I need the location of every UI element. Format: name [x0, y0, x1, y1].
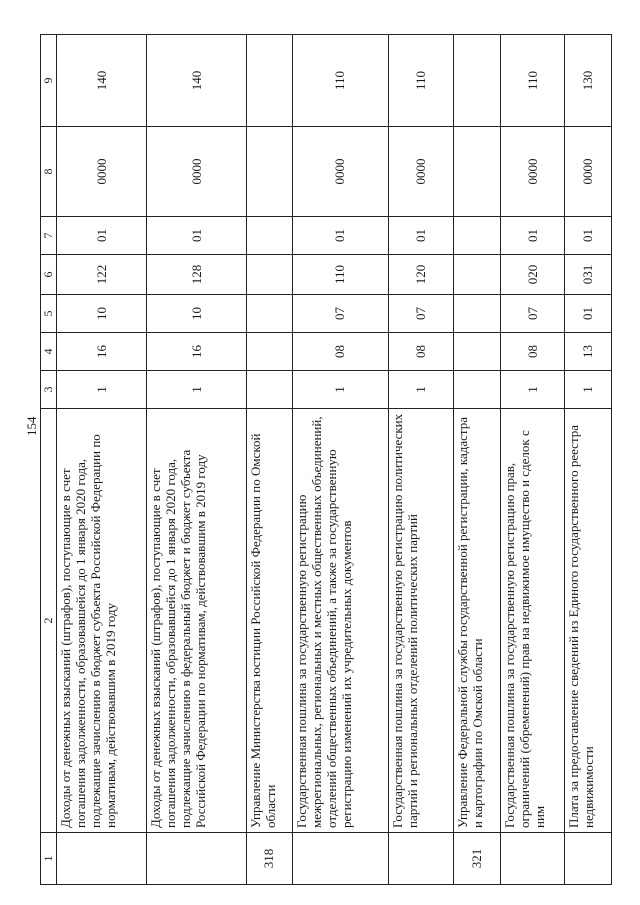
- code-cell: 1: [147, 371, 247, 409]
- header-cell: 2: [41, 409, 57, 833]
- revenue-codes-table: [40, 34, 612, 885]
- code-cell: [247, 333, 292, 371]
- code-cell: 0000: [501, 127, 564, 217]
- code-cell: 110: [388, 35, 454, 127]
- code-cell: 08: [292, 333, 388, 371]
- header-cell: 6: [41, 255, 57, 295]
- code-cell: 140: [147, 35, 247, 127]
- admin-code-cell: [147, 833, 247, 885]
- header-row: [41, 35, 57, 885]
- code-cell: 01: [292, 217, 388, 255]
- code-cell: 1: [388, 371, 454, 409]
- header-cell: 5: [41, 295, 57, 333]
- description-cell: Государственная пошлина за государственную регистрацию прав, ограничений (обременений) прав на недвижимое имущество и сделок с ним: [501, 409, 564, 833]
- admin-code-cell: [388, 833, 454, 885]
- code-cell: 01: [388, 217, 454, 255]
- code-cell: 16: [57, 333, 147, 371]
- code-cell: 1: [57, 371, 147, 409]
- admin-code-cell: 318: [247, 833, 292, 885]
- page-number: 154: [24, 416, 39, 436]
- code-cell: 0000: [147, 127, 247, 217]
- code-cell: [247, 127, 292, 217]
- table-row: [247, 35, 292, 885]
- code-cell: 110: [501, 35, 564, 127]
- table-row: [454, 35, 501, 885]
- code-cell: [454, 127, 501, 217]
- code-cell: 13: [564, 333, 611, 371]
- code-cell: 120: [388, 255, 454, 295]
- code-cell: 01: [147, 217, 247, 255]
- code-cell: 08: [388, 333, 454, 371]
- table-row: [292, 35, 388, 885]
- code-cell: 122: [57, 255, 147, 295]
- description-cell: Государственная пошлина за государственную регистрацию межрегиональных, региональных и местных общественных объединений, отделений общественных объединений, а также за государственную регистрацию изменений их учредительных документов: [292, 409, 388, 833]
- code-cell: 01: [564, 295, 611, 333]
- code-cell: 0000: [564, 127, 611, 217]
- code-cell: 0000: [292, 127, 388, 217]
- code-cell: 020: [501, 255, 564, 295]
- code-cell: [247, 295, 292, 333]
- code-cell: [454, 255, 501, 295]
- admin-code-cell: [57, 833, 147, 885]
- table-row: [564, 35, 611, 885]
- admin-code-cell: 321: [454, 833, 501, 885]
- code-cell: 110: [292, 255, 388, 295]
- admin-code-cell: [501, 833, 564, 885]
- code-cell: 1: [564, 371, 611, 409]
- code-cell: 140: [57, 35, 147, 127]
- code-cell: [247, 217, 292, 255]
- code-cell: 01: [501, 217, 564, 255]
- table-row: [57, 35, 147, 885]
- code-cell: 07: [501, 295, 564, 333]
- code-cell: [247, 255, 292, 295]
- code-cell: [454, 295, 501, 333]
- code-cell: [454, 35, 501, 127]
- code-cell: [454, 217, 501, 255]
- code-cell: 031: [564, 255, 611, 295]
- code-cell: 0000: [57, 127, 147, 217]
- description-cell: Управление Министерства юстиции Российской Федерации по Омской области: [247, 409, 292, 833]
- code-cell: 16: [147, 333, 247, 371]
- header-cell: 4: [41, 333, 57, 371]
- description-cell: Доходы от денежных взысканий (штрафов), поступающие в счет погашения задолженности, образовавшейся до 1 января 2020 года, подлежащие зачислению в федеральный бюджет и бюджет субъекта Российской Федерации по нормативам, действовавшим в 2019 году: [147, 409, 247, 833]
- header-cell: 8: [41, 127, 57, 217]
- admin-code-cell: [564, 833, 611, 885]
- code-cell: 1: [501, 371, 564, 409]
- code-cell: 110: [292, 35, 388, 127]
- admin-code-cell: [292, 833, 388, 885]
- code-cell: 01: [564, 217, 611, 255]
- header-cell: 7: [41, 217, 57, 255]
- code-cell: 01: [57, 217, 147, 255]
- code-cell: 08: [501, 333, 564, 371]
- table-row: [501, 35, 564, 885]
- table-row: [147, 35, 247, 885]
- code-cell: 130: [564, 35, 611, 127]
- code-cell: 128: [147, 255, 247, 295]
- description-cell: Доходы от денежных взысканий (штрафов), поступающие в счет погашения задолженности, образовавшейся до 1 января 2020 года, подлежащие зачислению в бюджет субъекта Российской Федерации по нормативам, действовавшим в 2019 году: [57, 409, 147, 833]
- header-cell: 1: [41, 833, 57, 885]
- code-cell: [247, 35, 292, 127]
- code-cell: [247, 371, 292, 409]
- code-cell: 1: [292, 371, 388, 409]
- code-cell: 0000: [388, 127, 454, 217]
- description-cell: Управление Федеральной службы государственной регистрации, кадастра и картографии по Омской области: [454, 409, 501, 833]
- code-cell: 07: [388, 295, 454, 333]
- code-cell: [454, 371, 501, 409]
- header-cell: 3: [41, 371, 57, 409]
- code-cell: 10: [57, 295, 147, 333]
- header-cell: 9: [41, 35, 57, 127]
- description-cell: Государственная пошлина за государственную регистрацию политических партий и региональных отделений политических партий: [388, 409, 454, 833]
- table-row: [388, 35, 454, 885]
- description-cell: Плата за предоставление сведений из Единого государственного реестра недвижимости: [564, 409, 611, 833]
- rotated-table-container: [40, 35, 612, 885]
- code-cell: 07: [292, 295, 388, 333]
- code-cell: 10: [147, 295, 247, 333]
- code-cell: [454, 333, 501, 371]
